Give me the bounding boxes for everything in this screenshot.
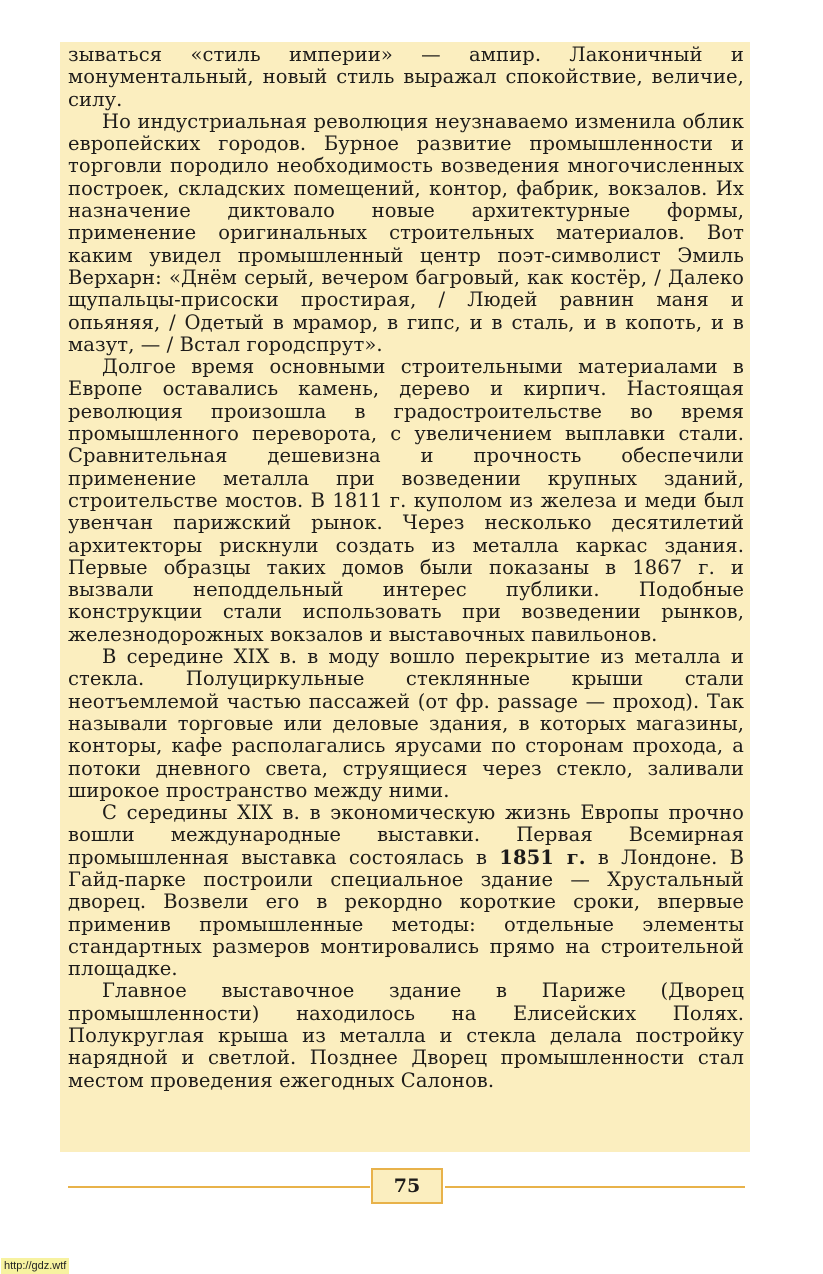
paragraph-4: В середине XIX в. в моду вошло перекрытие из металла и стекла. Полуциркульные стеклянные крыши стали неотъемлемой частью пассажей (от фр. passage — проход). Так называли торговые или деловые здания, в которых магазины, конторы, кафе располагались ярусами по сторонам прохода, а потоки дневного света, струящиеся через стекло, заливали широкое пространство между ними.	[68, 645, 744, 802]
footer-rule-left	[68, 1186, 370, 1188]
watermark-link[interactable]: http://gdz.wtf	[1, 1258, 69, 1274]
footer-rule-right	[445, 1186, 745, 1188]
page-number: 75	[371, 1168, 443, 1204]
paragraph-5-text-end: в Лондоне. В Гайд-парке построили специальное здание — Хрустальный дворец. Возвели его в рекордно короткие сроки, впервые применив промышленные методы: отдельные элементы стандартных размеров монтировались прямо на строительной площадке.	[68, 845, 745, 981]
paragraph-3: Долгое время основными строительными материалами в Европе оставались камень, дерево и кирпич. Настоящая революция произошла в градостроительстве во время промышленного переворота, с увеличением выплавки стали. Сравнительная дешевизна и прочность обеспечили применение металла при возведении крупных зданий, строительстве мостов. В 1811 г. куполом из железа и меди был увенчан парижский рынок. Через несколько десятилетий архитекторы рискнули создать из металла каркас здания. Первые образцы таких домов были показаны в 1867 г. и вызвали неподдельный интерес публики. Подобные конструкции стали использовать при возведении рынков, железнодорожных вокзалов и выставочных павильонов.	[68, 355, 744, 646]
paragraph-2: Но индустриальная революция неузнаваемо изменила облик европейских городов. Бурное развитие промышленности и торговли породило необходимость возведения многочисленных построек, складских помещений, контор, фабрик, вокзалов. Их назначение диктовало новые архитектурные формы, применение оригинальных строительных материалов. Вот каким увидел промышленный центр поэт-символист Эмиль Верхарн: «Днём серый, вечером багровый, как костёр, / Далеко щупальцы-присоски простирая, / Людей равнин маня и опьяняя, / Одетый в мрамор, в гипс, и в сталь, и в копоть, и в мазут, — / Встал городспрут».	[68, 109, 744, 356]
paragraph-6: Главное выставочное здание в Париже (Дворец промышленности) находилось на Елисейских Полях. Полукруглая крыша из металла и стекла делала постройку нарядной и светлой. Позднее Дворец промышленности стал местом проведения ежегодных Салонов.	[68, 979, 744, 1092]
paragraph-1: зываться «стиль империи» — ампир. Лаконичный и монументальный, новый стиль выражал спокойствие, величие, силу.	[68, 43, 744, 111]
paragraph-5	[68, 802, 744, 980]
text-highlight-block	[60, 42, 750, 1152]
paragraph-5-bold-year: 1851 г.	[499, 845, 586, 869]
paragraph-5-text-start: С середины XIX в. в экономическую жизнь Европы прочно вошли международные выставки. Первая Всемирная промышленная выставка состоялась в	[68, 801, 744, 869]
body-text	[68, 44, 744, 1092]
